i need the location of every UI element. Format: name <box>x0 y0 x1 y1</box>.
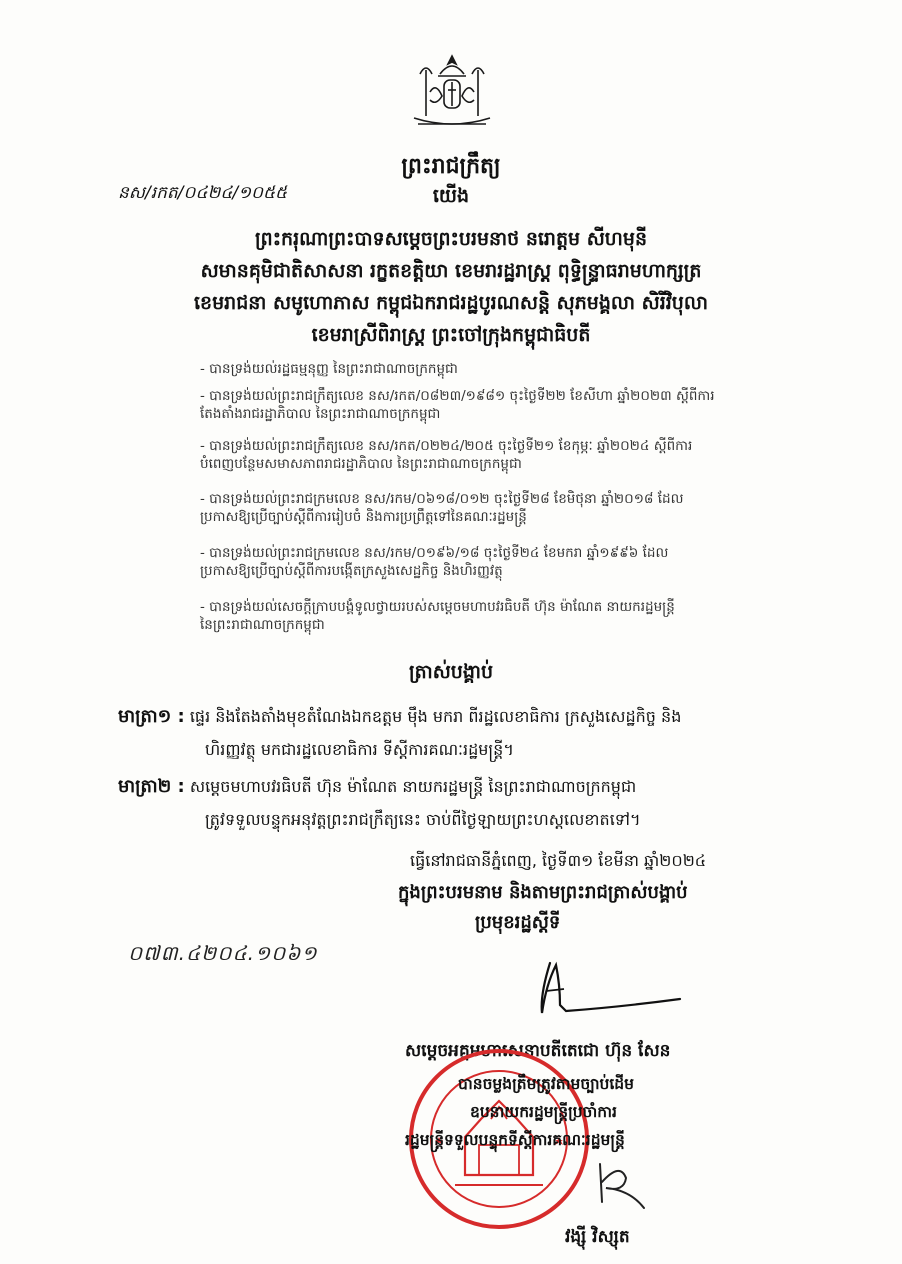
consideration-line: ប្រកាសឱ្យប្រើច្បាប់ស្តីពីការរៀបចំ និងការប្រព្រឹត្តទៅនៃគណៈរដ្ឋមន្ត្រី <box>200 509 527 526</box>
place-and-date: ធ្វើនៅរាជធានីភ្នំពេញ, ថ្ងៃទី៣១ ខែមីនា ឆ្នាំ២០២៤ <box>410 851 707 870</box>
consideration-item <box>200 437 800 473</box>
reference-number: នស/រកត/០៤២៤/១០៥៥ <box>118 183 288 203</box>
article-label: មាត្រា២ : <box>118 776 185 797</box>
article-label: មាត្រា១ : <box>118 706 185 727</box>
consideration-line: - បានទ្រង់យល់ព្រះរាជក្រមលេខ នស/រកម/០១៩៦/១៨ ចុះថ្ងៃទី២៤ ខែមករា ឆ្នាំ១៩៩៦ ដែល <box>200 545 669 561</box>
royal-title-line: សមានគុមិជាតិសាសនា រក្ខតខត្តិយា ខេមរារដ្ឋរាស្ត្រ ពុទ្ធិន្ទ្រាធរាមហាក្សត្រ <box>200 260 702 282</box>
handwritten-number: ០៧៣.៤២០៤.១០៦១ <box>128 941 318 965</box>
acting-head-name: សម្តេចអគ្គមហាសេនាបតីតេជោ ហ៊ុន សែន <box>405 1041 671 1061</box>
consideration-item <box>200 360 800 378</box>
certification-line: រដ្ឋមន្ត្រីទទួលបន្ទុកទីស្តីការគណៈរដ្ឋមន្ត្រី <box>405 1131 625 1149</box>
royal-title-line: ព្រះករុណាព្រះបាទសម្តេចព្រះបរមនាថ នរោត្តម សីហមុនី <box>254 228 648 250</box>
acting-head-title: ប្រមុខរដ្ឋស្តីទី <box>475 912 561 933</box>
consideration-line: ប្រកាសឱ្យប្រើច្បាប់ស្តីពីការបង្កើតក្រសួងសេដ្ឋកិច្ច និងហិរញ្ញវត្ថុ <box>200 563 503 580</box>
consideration-item <box>200 387 800 423</box>
consideration-line: - បានទ្រង់យល់ព្រះរាជក្រមលេខ នស/រកម/០៦១៨/០១២ ចុះថ្ងៃទី២៨ ខែមិថុនា ឆ្នាំ២០១៨ ដែល <box>200 491 684 507</box>
by-royal-order: ក្នុងព្រះបរមនាម និងតាមព្រះរាជត្រាស់បង្គាប់ <box>398 882 688 903</box>
royal-title-line: ខេមរាស្រីពិរាស្ត្រ ព្រះចៅក្រុងកម្ពុជាធិបតី <box>311 324 591 346</box>
consideration-item <box>200 490 800 526</box>
signature-certifier <box>580 1158 660 1214</box>
consideration-line: - បានទ្រង់យល់សេចក្តីក្រាបបង្គំទូលថ្វាយរបស់សម្តេចមហាបវរធិបតី ហ៊ុន ម៉ាណែត នាយករដ្ឋមន្ត្រី <box>200 599 675 615</box>
article-1 <box>118 704 818 731</box>
consideration-line: - បានទ្រង់យល់ព្រះរាជក្រឹត្យលេខ នស/រកត/០៨២៣/១៩៨១ ចុះថ្ងៃទី២២ ខែសីហា ឆ្នាំ២០២៣ ស្តីពីការ <box>200 388 715 404</box>
article-text: សម្តេចមហាបវរធិបតី ហ៊ុន ម៉ាណែត នាយករដ្ឋមន្ត្រី នៃព្រះរាជាណាចក្រកម្ពុជា <box>189 777 637 796</box>
consideration-line: តែងតាំងរាជរដ្ឋាភិបាល នៃព្រះរាជាណាចក្រកម្ពុជា <box>200 406 441 423</box>
consideration-item <box>200 544 800 580</box>
royal-coat-of-arms-icon <box>404 52 500 132</box>
consideration-line: - បានទ្រង់យល់រដ្ឋធម្មនុញ្ញ នៃព្រះរាជាណាចក្រកម្ពុជា <box>200 361 458 377</box>
we-heading: យើង <box>432 185 470 207</box>
document-title: ព្រះរាជក្រឹត្យ <box>401 154 501 179</box>
article-text: ហិរញ្ញវត្ថុ មកជារដ្ឋលេខាធិការ ទីស្តីការគណៈរដ្ឋមន្ត្រី។ <box>205 740 514 759</box>
consideration-line: នៃព្រះរាជាណាចក្រកម្ពុជា <box>200 617 325 634</box>
consideration-line: បំពេញបន្ថែមសមាសភាពរាជរដ្ឋាភិបាល នៃព្រះរាជាណាចក្រកម្ពុជា <box>200 456 522 473</box>
certifier-name: វង្ស៊ី វិស្សុត <box>565 1227 630 1247</box>
article-2 <box>118 774 818 801</box>
article-text: ផ្ទេរ និងតែងតាំងមុខតំណែងឯកឧត្តម ម៉ឹង មករា ពីរដ្ឋលេខាធិការ ក្រសួងសេដ្ឋកិច្ច និង <box>189 707 682 726</box>
article-text: ត្រូវទទួលបន្ទុកអនុវត្តព្រះរាជក្រឹត្យនេះ ចាប់ពីថ្ងៃឡាយព្រះហស្តលេខាតទៅ។ <box>205 810 641 829</box>
consideration-item <box>200 598 800 634</box>
certification-line: បានចម្លងត្រឹមត្រូវតាមច្បាប់ដើម <box>458 1075 634 1093</box>
royal-title-line: ខេមរាជនា សមូហោភាស កម្ពុជឯករាជរដ្ឋបូរណសន្តិ សុភមង្គលា សិរីវិបុលា <box>194 292 708 314</box>
certification-line: ឧបនាយករដ្ឋមន្ត្រីប្រចាំការ <box>470 1103 617 1121</box>
signature-acting-head <box>530 955 690 1025</box>
consideration-line: - បានទ្រង់យល់ព្រះរាជក្រឹត្យលេខ នស/រកត/០២២៤/២០៥ ចុះថ្ងៃទី២១ ខែកុម្ភៈ ឆ្នាំ២០២៤ ស្តីពីការ <box>200 438 693 454</box>
decree-heading: ត្រាស់បង្គាប់ <box>408 661 494 683</box>
